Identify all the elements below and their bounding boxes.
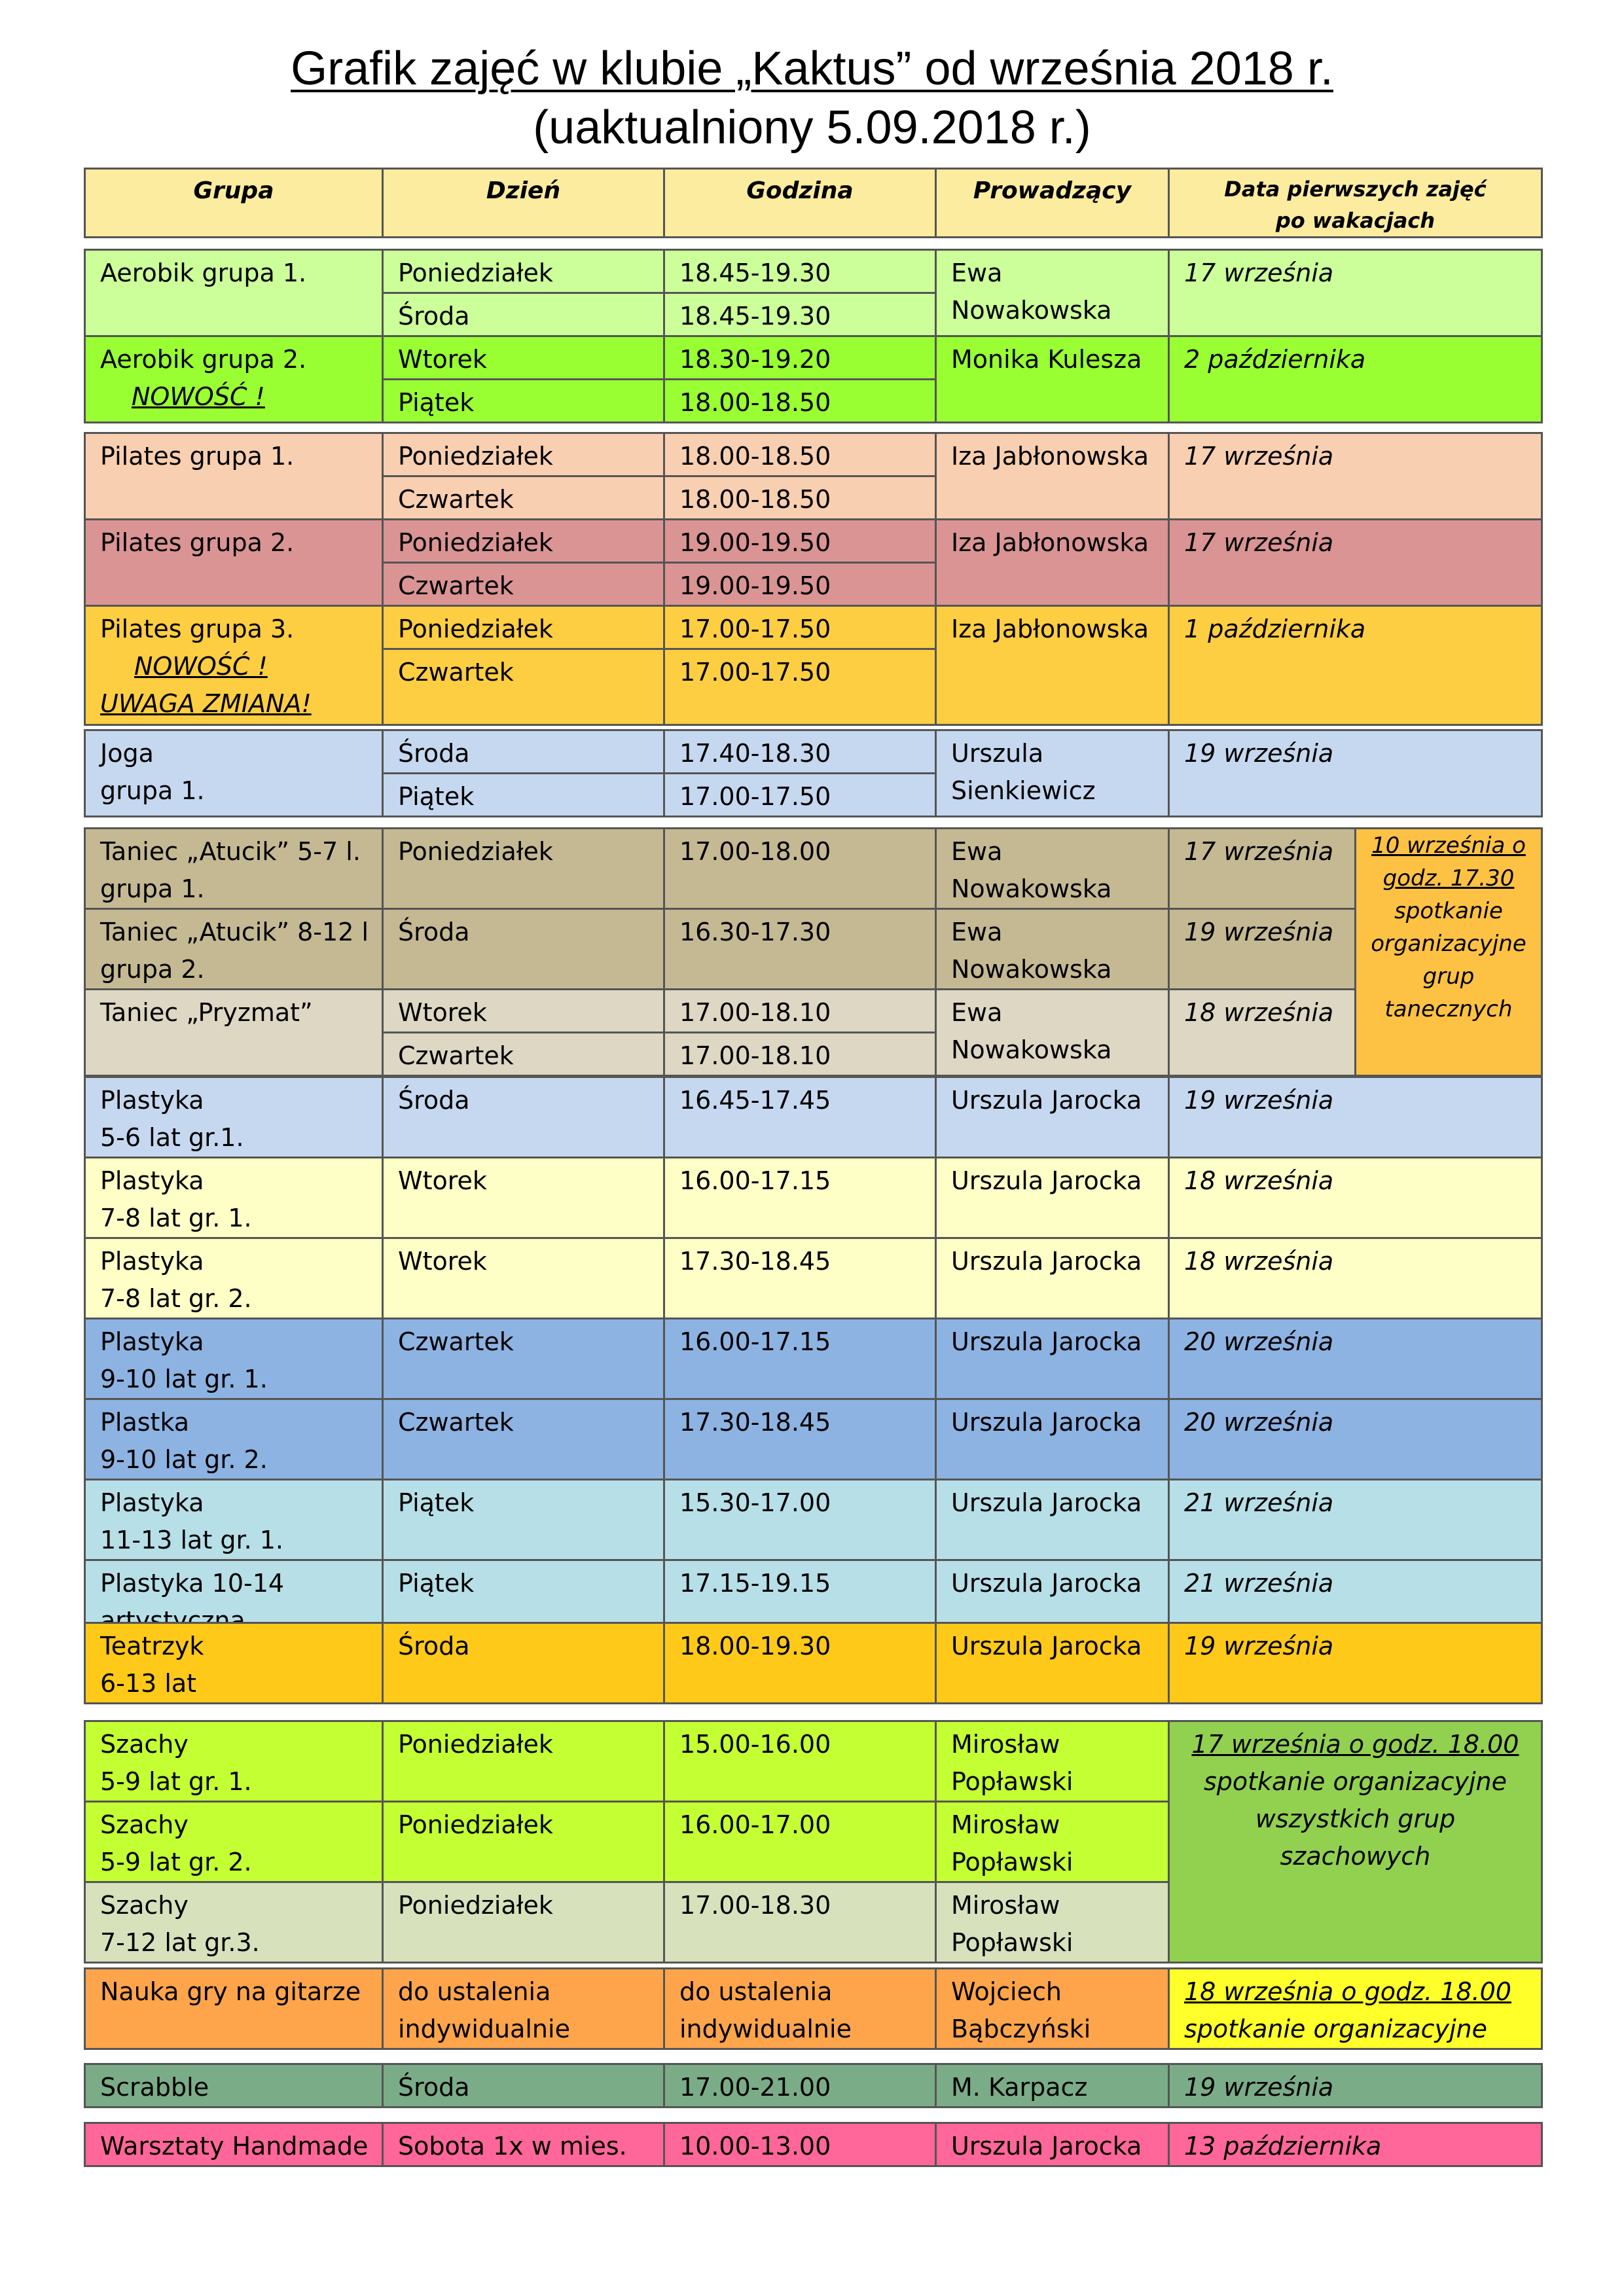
day-cell: Środa: [383, 293, 664, 336]
day-cell: Poniedziałek: [383, 1802, 664, 1882]
date-cell: 21 września: [1169, 1480, 1542, 1560]
table-row: [85, 1238, 1542, 1319]
group-name: Szachy 5-9 lat gr. 1.: [85, 1721, 383, 1802]
date-cell: 19 września: [1169, 730, 1542, 817]
day-cell: Piątek: [383, 380, 664, 423]
instructor-cell: Mirosław Popławski: [936, 1721, 1169, 1802]
time-cell: 17.00-18.30: [664, 1882, 936, 1963]
instructor-cell: Urszula Jarocka: [936, 1560, 1169, 1641]
time-cell: 16.30-17.30: [664, 909, 936, 990]
day-cell: Piątek: [383, 1480, 664, 1560]
group-name: Warsztaty Handmade: [85, 2123, 383, 2166]
day-cell: Poniedziałek: [383, 433, 664, 476]
table-row: [85, 433, 1542, 476]
table-row: [85, 1319, 1542, 1399]
group-name: Aerobik grupa 2. NOWOŚĆ !: [85, 336, 383, 423]
day-cell: Środa: [383, 730, 664, 774]
table-row: [85, 1158, 1542, 1238]
time-cell: 17.30-18.45: [664, 1238, 936, 1319]
day-cell: Czwartek: [383, 1033, 664, 1076]
time-cell: 17.40-18.30: [664, 730, 936, 774]
instructor-cell: Iza Jabłonowska: [936, 606, 1169, 725]
teatrzyk-table: [84, 1622, 1543, 1704]
table-row: [85, 1480, 1542, 1560]
date-cell: 18 września: [1169, 1158, 1542, 1238]
joga-table: [84, 729, 1543, 817]
group-name: Taniec „Pryzmat”: [85, 990, 383, 1076]
day-cell: Czwartek: [383, 1399, 664, 1480]
group-name: Joga grupa 1.: [85, 730, 383, 817]
instructor-cell: Urszula Jarocka: [936, 1238, 1169, 1319]
instructor-cell: Ewa Nowakowska: [936, 829, 1169, 909]
day-cell: Sobota 1x w mies.: [383, 2123, 664, 2166]
time-cell: 19.00-19.50: [664, 520, 936, 563]
time-cell: 15.30-17.00: [664, 1480, 936, 1560]
day-cell: Piątek: [383, 774, 664, 817]
date-cell: 20 września: [1169, 1319, 1542, 1399]
time-cell: 19.00-19.50: [664, 563, 936, 606]
date-cell: 1 października: [1169, 606, 1542, 725]
date-cell: 19 września: [1169, 2064, 1542, 2108]
time-cell: 15.00-16.00: [664, 1721, 936, 1802]
dance-meeting-note: 10 września o godz. 17.30 spotkanie organizacyjne grup tanecznych: [1356, 829, 1542, 1076]
day-cell: Poniedziałek: [383, 250, 664, 293]
gitara-table: [84, 1967, 1543, 2050]
day-cell: Poniedziałek: [383, 520, 664, 563]
time-cell: 16.00-17.15: [664, 1158, 936, 1238]
instructor-cell: Urszula Jarocka: [936, 1399, 1169, 1480]
table-row: [85, 2123, 1542, 2166]
day-cell: Środa: [383, 1077, 664, 1158]
time-cell: 18.00-19.30: [664, 1623, 936, 1704]
group-name: Taniec „Atucik” 5-7 l. grupa 1.: [85, 829, 383, 909]
group-name: Plastyka 5-6 lat gr.1.: [85, 1077, 383, 1158]
header-table: [84, 168, 1543, 238]
time-cell: 16.00-17.15: [664, 1319, 936, 1399]
group-name: Scrabble: [85, 2064, 383, 2108]
day-cell: Środa: [383, 2064, 664, 2108]
day-cell: Czwartek: [383, 649, 664, 725]
table-row: [85, 520, 1542, 563]
instructor-cell: Urszula Jarocka: [936, 1158, 1169, 1238]
time-cell: 17.15-19.15: [664, 1560, 936, 1641]
group-name: Plastyka 7-8 lat gr. 2.: [85, 1238, 383, 1319]
group-name: Plastyka 11-13 lat gr. 1.: [85, 1480, 383, 1560]
instructor-cell: Ewa Nowakowska: [936, 250, 1169, 336]
time-cell: 17.30-18.45: [664, 1399, 936, 1480]
time-cell: 18.00-18.50: [664, 476, 936, 520]
day-cell: Wtorek: [383, 1158, 664, 1238]
time-cell: 17.00-18.00: [664, 829, 936, 909]
title-subtitle: (uaktualniony 5.09.2018 r.): [533, 101, 1091, 154]
group-name: Szachy 7-12 lat gr.3.: [85, 1882, 383, 1963]
header-godzina: Godzina: [664, 169, 936, 238]
group-name: Aerobik grupa 1.: [85, 250, 383, 336]
group-name: Teatrzyk 6-13 lat: [85, 1623, 383, 1704]
group-name: Pilates grupa 2.: [85, 520, 383, 606]
time-cell: do ustalenia indywidualnie: [664, 1969, 936, 2049]
instructor-cell: Mirosław Popławski: [936, 1802, 1169, 1882]
group-name: Plastka 9-10 lat gr. 2.: [85, 1399, 383, 1480]
day-cell: Środa: [383, 909, 664, 990]
guitar-meeting-note: 18 września o godz. 18.00 spotkanie organizacyjne: [1169, 1969, 1542, 2049]
instructor-cell: Urszula Jarocka: [936, 1077, 1169, 1158]
pilates-table: [84, 432, 1543, 726]
instructor-cell: Urszula Sienkiewicz: [936, 730, 1169, 817]
plastyka-table: [84, 1076, 1543, 1641]
day-cell: Czwartek: [383, 1319, 664, 1399]
table-row: [85, 909, 1542, 990]
group-name: Plastyka 10-14 artystyczna: [85, 1560, 383, 1641]
header-dzien: Dzień: [383, 169, 664, 238]
date-cell: 17 września: [1169, 520, 1542, 606]
day-cell: Wtorek: [383, 336, 664, 380]
time-cell: 16.45-17.45: [664, 1077, 936, 1158]
day-cell: Czwartek: [383, 563, 664, 606]
table-row: [85, 1077, 1542, 1158]
time-cell: 17.00-21.00: [664, 2064, 936, 2108]
time-cell: 18.00-18.50: [664, 380, 936, 423]
time-cell: 17.00-18.10: [664, 990, 936, 1033]
time-cell: 17.00-17.50: [664, 774, 936, 817]
instructor-cell: Urszula Jarocka: [936, 1480, 1169, 1560]
time-cell: 16.00-17.00: [664, 1802, 936, 1882]
date-cell: 17 września: [1169, 433, 1542, 520]
day-cell: Czwartek: [383, 476, 664, 520]
date-cell: 19 września: [1169, 909, 1356, 990]
time-cell: 10.00-13.00: [664, 2123, 936, 2166]
instructor-cell: Iza Jabłonowska: [936, 520, 1169, 606]
instructor-cell: Urszula Jarocka: [936, 1623, 1169, 1704]
table-row: [85, 1399, 1542, 1480]
date-cell: 19 września: [1169, 1623, 1542, 1704]
table-row: [85, 2064, 1542, 2108]
group-name: Pilates grupa 3. NOWOŚĆ ! UWAGA ZMIANA!: [85, 606, 383, 725]
table-row: [85, 1721, 1542, 1802]
szachy-table: [84, 1720, 1543, 1964]
instructor-cell: Monika Kulesza: [936, 336, 1169, 423]
title-main: Grafik zajęć w klubie „Kaktus” od września 2018 r.: [291, 43, 1333, 95]
taniec-table: [84, 827, 1543, 1077]
warsztaty-table: [84, 2122, 1543, 2167]
instructor-cell: Ewa Nowakowska: [936, 990, 1169, 1076]
header-data: Data pierwszych zajęć po wakacjach: [1169, 169, 1542, 238]
instructor-cell: M. Karpacz: [936, 2064, 1169, 2108]
table-row: [85, 730, 1542, 774]
time-cell: 18.00-18.50: [664, 433, 936, 476]
header-grupa: Grupa: [85, 169, 383, 238]
chess-meeting-note: 17 września o godz. 18.00 spotkanie organizacyjne wszystkich grup szachowych: [1169, 1721, 1542, 1963]
date-cell: 18 września: [1169, 1238, 1542, 1319]
page-title: [0, 39, 1624, 157]
group-name: Taniec „Atucik” 8-12 l grupa 2.: [85, 909, 383, 990]
table-row: [85, 990, 1542, 1033]
time-cell: 17.00-18.10: [664, 1033, 936, 1076]
day-cell: Środa: [383, 1623, 664, 1704]
date-cell: 17 września: [1169, 829, 1356, 909]
aerobik-table: [84, 249, 1543, 423]
time-cell: 18.45-19.30: [664, 250, 936, 293]
day-cell: Wtorek: [383, 1238, 664, 1319]
time-cell: 18.45-19.30: [664, 293, 936, 336]
instructor-cell: Mirosław Popławski: [936, 1882, 1169, 1963]
date-cell: 19 września: [1169, 1077, 1542, 1158]
group-name: Pilates grupa 1.: [85, 433, 383, 520]
time-cell: 17.00-17.50: [664, 649, 936, 725]
instructor-cell: Urszula Jarocka: [936, 1319, 1169, 1399]
date-cell: 20 września: [1169, 1399, 1542, 1480]
group-name: Plastyka 9-10 lat gr. 1.: [85, 1319, 383, 1399]
table-row: [85, 606, 1542, 649]
instructor-cell: Wojciech Bąbczyński: [936, 1969, 1169, 2049]
scrabble-table: [84, 2063, 1543, 2108]
day-cell: Piątek: [383, 1560, 664, 1641]
day-cell: Poniedziałek: [383, 1882, 664, 1963]
instructor-cell: Urszula Jarocka: [936, 2123, 1169, 2166]
table-row: [85, 336, 1542, 380]
instructor-cell: Iza Jabłonowska: [936, 433, 1169, 520]
date-cell: 18 września: [1169, 990, 1356, 1076]
day-cell: Poniedziałek: [383, 606, 664, 649]
date-cell: 2 października: [1169, 336, 1542, 423]
table-row: [85, 250, 1542, 293]
day-cell: do ustalenia indywidualnie: [383, 1969, 664, 2049]
day-cell: Poniedziałek: [383, 829, 664, 909]
group-name: Plastyka 7-8 lat gr. 1.: [85, 1158, 383, 1238]
day-cell: Wtorek: [383, 990, 664, 1033]
group-name: Szachy 5-9 lat gr. 2.: [85, 1802, 383, 1882]
table-row: [85, 1969, 1542, 2049]
day-cell: Poniedziałek: [383, 1721, 664, 1802]
table-row: [85, 829, 1542, 909]
date-cell: 21 września: [1169, 1560, 1542, 1641]
table-row: [85, 1623, 1542, 1704]
group-name: Nauka gry na gitarze: [85, 1969, 383, 2049]
time-cell: 18.30-19.20: [664, 336, 936, 380]
header-prowadzacy: Prowadzący: [936, 169, 1169, 238]
instructor-cell: Ewa Nowakowska: [936, 909, 1169, 990]
date-cell: 17 września: [1169, 250, 1542, 336]
time-cell: 17.00-17.50: [664, 606, 936, 649]
date-cell: 13 października: [1169, 2123, 1542, 2166]
